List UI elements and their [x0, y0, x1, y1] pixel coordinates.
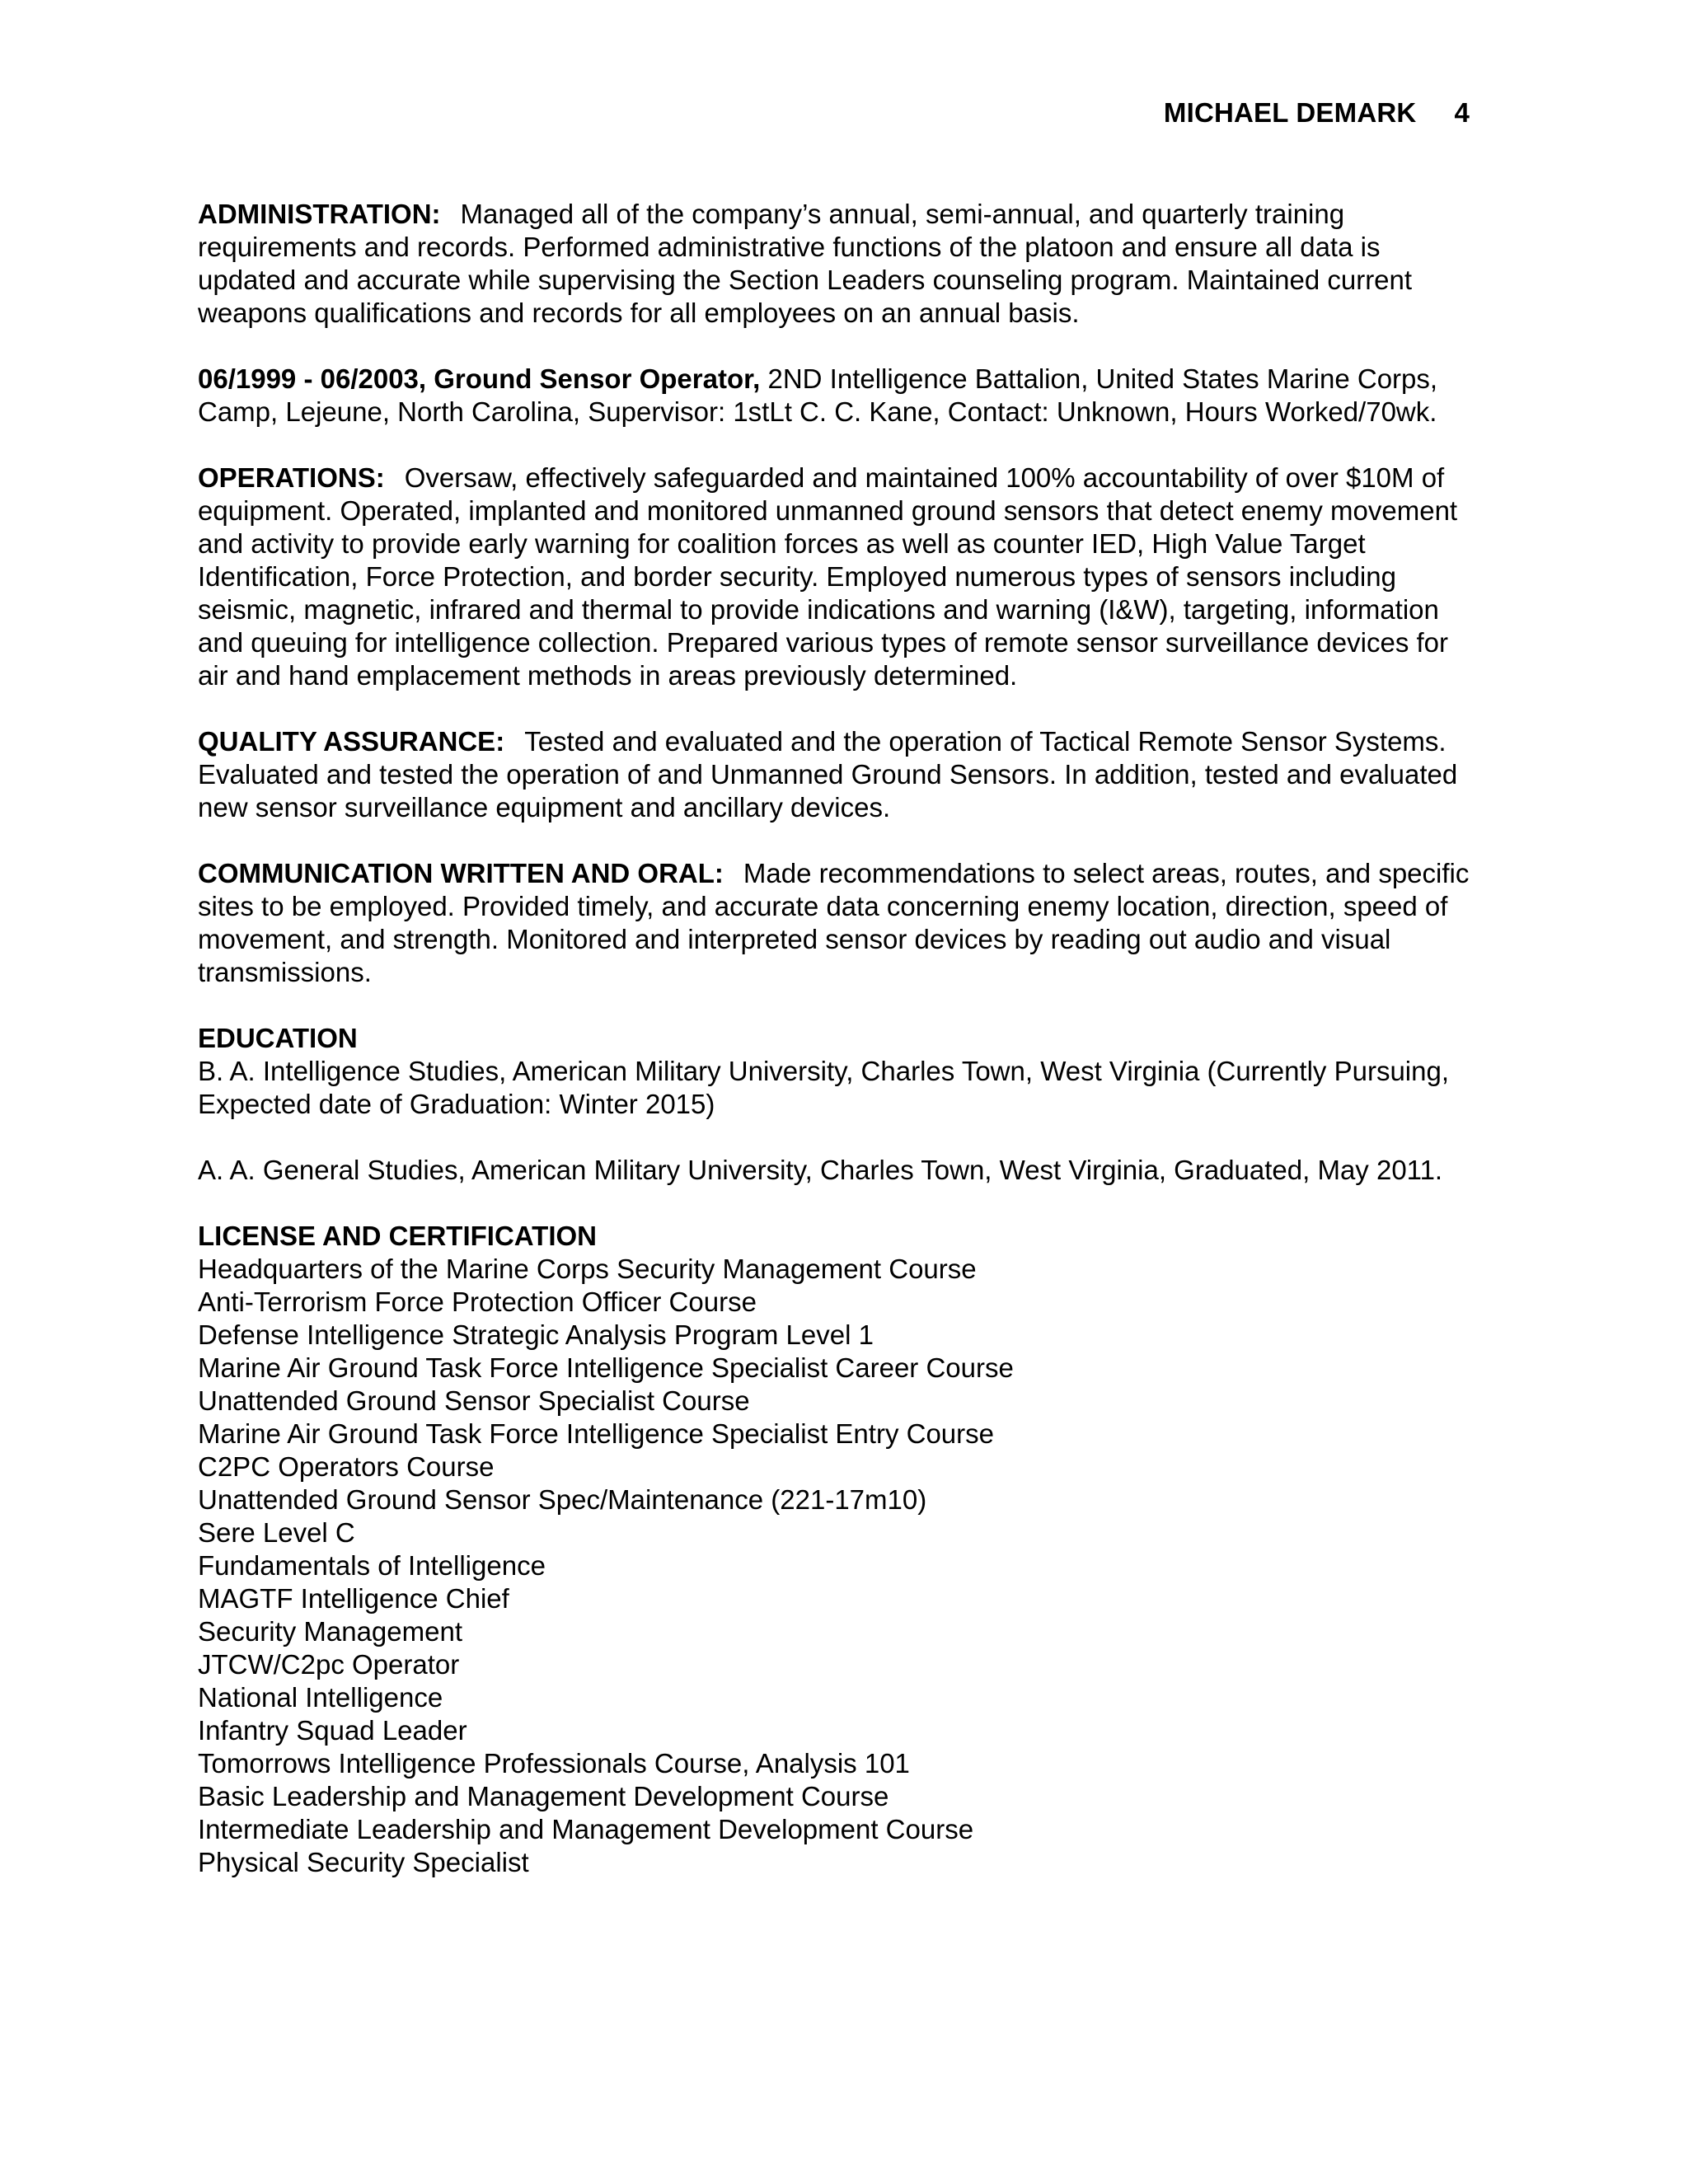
quality-assurance-paragraph: [198, 725, 1484, 824]
certification-section: [198, 1220, 1484, 1879]
job-title: 06/1999 - 06/2003, Ground Sensor Operator,: [198, 363, 761, 394]
certification-item: Defense Intelligence Strategic Analysis Program Level 1: [198, 1319, 874, 1350]
administration-paragraph: [198, 198, 1484, 330]
page-header: [1164, 97, 1470, 129]
header-name: MICHAEL DEMARK: [1163, 97, 1417, 128]
operations-text: Oversaw, effectively safeguarded and maintained 100% accountability of over $10M of equipment. Operated, implanted and monitored unmanned ground sensors that detect enemy movement and activity to provide early warning for coalition forces as well as counter IED, High Value Target Identification, Force Protection, and border security. Employed numerous types of sensors including seismic, magnetic, infrared and thermal to provide indications and warning (I&W), targeting, information and queuing for intelligence collection. Prepared various types of remote sensor surveillance devices for air and hand emplacement methods in areas previously determined.: [198, 462, 1458, 691]
certification-item: MAGTF Intelligence Chief: [198, 1583, 509, 1614]
certification-item: Tomorrows Intelligence Professionals Course, Analysis 101: [198, 1748, 910, 1779]
education-title: EDUCATION: [198, 1023, 358, 1053]
operations-paragraph: [198, 462, 1484, 692]
communication-paragraph: [198, 857, 1484, 989]
certification-item: JTCW/C2pc Operator: [198, 1649, 460, 1680]
certification-item: Security Management: [198, 1616, 462, 1647]
certification-item: Unattended Ground Sensor Specialist Course: [198, 1385, 750, 1416]
certification-item: Anti-Terrorism Force Protection Officer Course: [198, 1286, 757, 1317]
education-entry: B. A. Intelligence Studies, American Military University, Charles Town, West Virginia (Currently Pursuing, Expected date of Graduation: Winter 2015): [198, 1056, 1449, 1119]
certification-item: Intermediate Leadership and Management Development Course: [198, 1814, 974, 1844]
certification-item: Marine Air Ground Task Force Intelligence Specialist Entry Course: [198, 1418, 994, 1449]
quality-assurance-text: Tested and evaluated and the operation of Tactical Remote Sensor Systems. Evaluated and tested the operation of and Unmanned Ground Sensors. In addition, tested and evaluated new sensor surveillance equipment and ancillary devices.: [198, 726, 1458, 823]
certification-item: National Intelligence: [198, 1682, 443, 1713]
operations-label: OPERATIONS:: [198, 462, 385, 493]
resume-content: [198, 198, 1484, 1879]
certification-item: Infantry Squad Leader: [198, 1715, 467, 1746]
education-section: [198, 1022, 1484, 1187]
certification-item: Physical Security Specialist: [198, 1847, 529, 1877]
administration-text: Managed all of the company’s annual, semi-annual, and quarterly training requirements and records. Performed administrative functions of the platoon and ensure all data is updated and accurate while supervising the Section Leaders counseling program. Maintained current weapons qualifications and records for all employees on an annual basis.: [198, 199, 1413, 328]
certification-item: Basic Leadership and Management Development Course: [198, 1781, 889, 1811]
education-entry: A. A. General Studies, American Military University, Charles Town, West Virginia, Graduated, May 2011.: [198, 1155, 1443, 1185]
certification-list: [198, 1253, 1484, 1879]
certification-title: LICENSE AND CERTIFICATION: [198, 1221, 597, 1251]
communication-text: Made recommendations to select areas, routes, and specific sites to be employed. Provided timely, and accurate data concerning enemy location, direction, speed of movement, and strength. Monitored and interpreted sensor devices by reading out audio and visual transmissions.: [198, 858, 1470, 987]
communication-label: COMMUNICATION WRITTEN AND ORAL:: [198, 858, 724, 888]
certification-item: Unattended Ground Sensor Spec/Maintenance (221-17m10): [198, 1484, 927, 1515]
page-number: 4: [1454, 97, 1470, 128]
certification-item: Marine Air Ground Task Force Intelligence Specialist Career Course: [198, 1352, 1014, 1383]
quality-assurance-label: QUALITY ASSURANCE:: [198, 726, 505, 757]
administration-label: ADMINISTRATION:: [198, 199, 441, 229]
certification-item: C2PC Operators Course: [198, 1451, 495, 1482]
certification-item: Headquarters of the Marine Corps Security Management Course: [198, 1254, 977, 1284]
certification-item: Fundamentals of Intelligence: [198, 1550, 546, 1581]
job-entry: [198, 363, 1484, 429]
certification-item: Sere Level C: [198, 1517, 355, 1548]
job-details: 2ND Intelligence Battalion, United States Marine Corps, Camp, Lejeune, North Carolina, Supervisor: 1stLt C. C. Kane, Contact: Unknown, Hours Worked/70wk.: [198, 363, 1438, 427]
